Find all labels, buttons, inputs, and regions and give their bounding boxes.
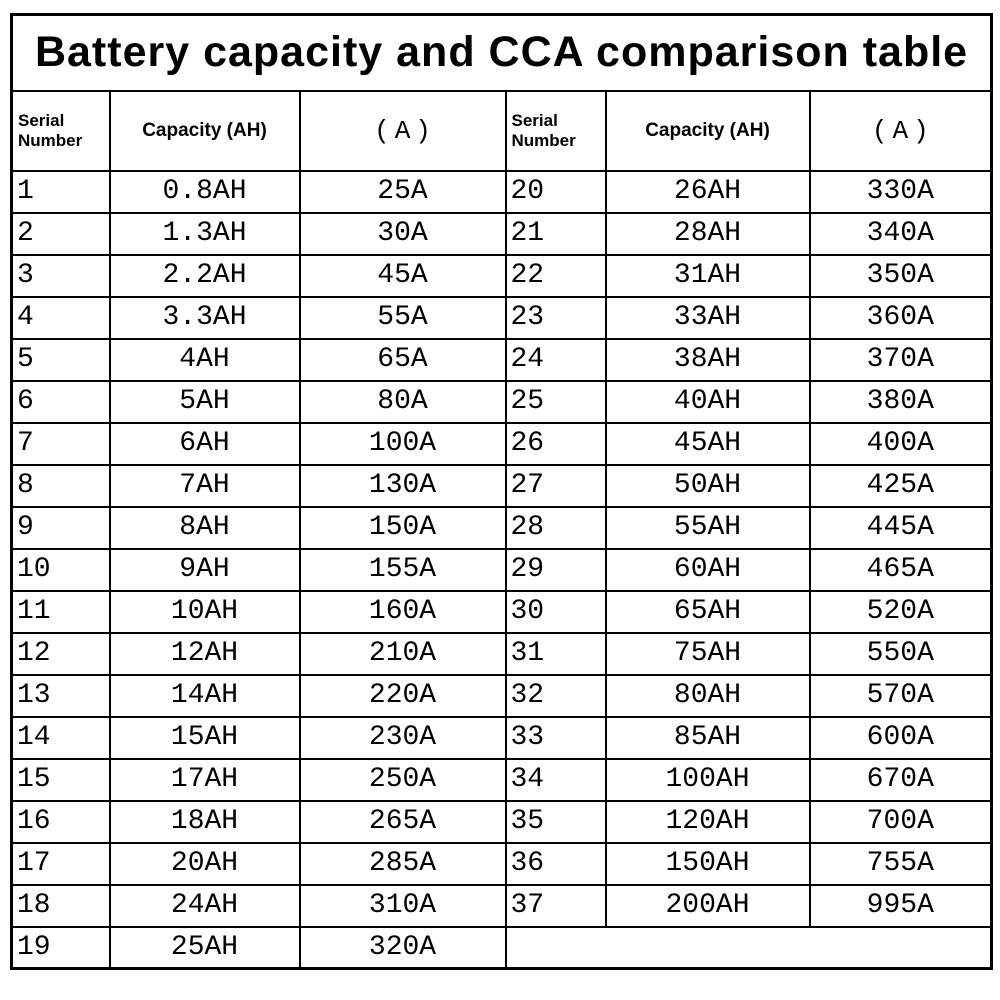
header-serial-number-left: Serial Number — [12, 91, 110, 171]
cca-cell: 80A — [300, 381, 506, 423]
serial-cell: 21 — [506, 213, 606, 255]
table-row — [12, 759, 992, 801]
cca-cell: 285A — [300, 843, 506, 885]
capacity-cell: 25AH — [110, 927, 300, 969]
serial-cell: 1 — [12, 171, 110, 213]
cca-cell: 250A — [300, 759, 506, 801]
serial-cell: 12 — [12, 633, 110, 675]
serial-cell: 34 — [506, 759, 606, 801]
serial-cell: 37 — [506, 885, 606, 927]
cca-cell: 45A — [300, 255, 506, 297]
cca-cell: 520A — [810, 591, 992, 633]
capacity-cell: 55AH — [606, 507, 810, 549]
serial-cell: 18 — [12, 885, 110, 927]
serial-cell: 20 — [506, 171, 606, 213]
capacity-cell: 75AH — [606, 633, 810, 675]
serial-cell: 4 — [12, 297, 110, 339]
capacity-cell: 120AH — [606, 801, 810, 843]
capacity-cell: 4AH — [110, 339, 300, 381]
capacity-cell: 28AH — [606, 213, 810, 255]
capacity-cell: 7AH — [110, 465, 300, 507]
capacity-cell: 33AH — [606, 297, 810, 339]
serial-cell: 9 — [12, 507, 110, 549]
cca-cell: 670A — [810, 759, 992, 801]
capacity-cell: 38AH — [606, 339, 810, 381]
cca-cell: 550A — [810, 633, 992, 675]
serial-cell: 17 — [12, 843, 110, 885]
capacity-cell: 80AH — [606, 675, 810, 717]
serial-cell: 16 — [12, 801, 110, 843]
table-row — [12, 507, 992, 549]
cca-cell: 400A — [810, 423, 992, 465]
table-row — [12, 843, 992, 885]
serial-cell: 6 — [12, 381, 110, 423]
capacity-cell: 20AH — [110, 843, 300, 885]
capacity-cell: 24AH — [110, 885, 300, 927]
serial-cell: 28 — [506, 507, 606, 549]
table-row — [12, 171, 992, 213]
capacity-cell: 2.2AH — [110, 255, 300, 297]
serial-cell: 19 — [12, 927, 110, 969]
cca-cell: 160A — [300, 591, 506, 633]
serial-cell: 25 — [506, 381, 606, 423]
cca-cell: 755A — [810, 843, 992, 885]
table-row — [12, 549, 992, 591]
serial-cell: 11 — [12, 591, 110, 633]
title-row — [12, 15, 992, 91]
cca-cell: 310A — [300, 885, 506, 927]
cca-cell: 380A — [810, 381, 992, 423]
serial-cell: 7 — [12, 423, 110, 465]
cca-cell: 100A — [300, 423, 506, 465]
serial-cell: 26 — [506, 423, 606, 465]
cca-cell: 700A — [810, 801, 992, 843]
capacity-cell: 65AH — [606, 591, 810, 633]
cca-cell: 210A — [300, 633, 506, 675]
serial-cell: 27 — [506, 465, 606, 507]
capacity-cell: 10AH — [110, 591, 300, 633]
header-cca-amps-left: (A) — [300, 91, 506, 171]
capacity-cell: 15AH — [110, 717, 300, 759]
battery-cca-table — [10, 13, 993, 970]
table-title: Battery capacity and CCA comparison table — [12, 15, 992, 91]
serial-cell: 23 — [506, 297, 606, 339]
serial-cell: 33 — [506, 717, 606, 759]
cca-cell: 600A — [810, 717, 992, 759]
header-row — [12, 91, 992, 171]
header-cca-amps-right: (A) — [810, 91, 992, 171]
capacity-cell: 100AH — [606, 759, 810, 801]
capacity-cell: 14AH — [110, 675, 300, 717]
cca-cell: 30A — [300, 213, 506, 255]
cca-cell: 150A — [300, 507, 506, 549]
serial-cell: 13 — [12, 675, 110, 717]
cca-cell: 350A — [810, 255, 992, 297]
table-row — [12, 465, 992, 507]
capacity-cell: 150AH — [606, 843, 810, 885]
cca-cell: 220A — [300, 675, 506, 717]
serial-cell: 31 — [506, 633, 606, 675]
cca-cell: 25A — [300, 171, 506, 213]
header-capacity-ah-left: Capacity (AH) — [110, 91, 300, 171]
capacity-cell: 26AH — [606, 171, 810, 213]
capacity-cell: 6AH — [110, 423, 300, 465]
cca-cell: 55A — [300, 297, 506, 339]
table-row — [12, 591, 992, 633]
cca-cell: 330A — [810, 171, 992, 213]
capacity-cell: 200AH — [606, 885, 810, 927]
table-row — [12, 633, 992, 675]
capacity-cell: 85AH — [606, 717, 810, 759]
serial-cell: 36 — [506, 843, 606, 885]
serial-cell: 30 — [506, 591, 606, 633]
capacity-cell: 3.3AH — [110, 297, 300, 339]
table-row — [12, 381, 992, 423]
header-serial-number-right: Serial Number — [506, 91, 606, 171]
cca-cell: 360A — [810, 297, 992, 339]
serial-cell: 22 — [506, 255, 606, 297]
cca-cell: 340A — [810, 213, 992, 255]
header-capacity-ah-right: Capacity (AH) — [606, 91, 810, 171]
cca-cell: 320A — [300, 927, 506, 969]
cca-cell: 995A — [810, 885, 992, 927]
serial-cell: 15 — [12, 759, 110, 801]
serial-cell: 3 — [12, 255, 110, 297]
cca-cell: 370A — [810, 339, 992, 381]
cca-cell: 155A — [300, 549, 506, 591]
serial-cell: 32 — [506, 675, 606, 717]
capacity-cell: 50AH — [606, 465, 810, 507]
cca-cell: 425A — [810, 465, 992, 507]
table-row — [12, 717, 992, 759]
capacity-cell: 60AH — [606, 549, 810, 591]
capacity-cell: 12AH — [110, 633, 300, 675]
cca-cell: 130A — [300, 465, 506, 507]
table-row — [12, 255, 992, 297]
cca-cell: 445A — [810, 507, 992, 549]
serial-cell: 10 — [12, 549, 110, 591]
serial-cell: 24 — [506, 339, 606, 381]
cca-cell: 265A — [300, 801, 506, 843]
capacity-cell: 0.8AH — [110, 171, 300, 213]
serial-cell: 14 — [12, 717, 110, 759]
capacity-cell: 8AH — [110, 507, 300, 549]
table-row — [12, 213, 992, 255]
cca-cell: 465A — [810, 549, 992, 591]
serial-cell: 29 — [506, 549, 606, 591]
capacity-cell: 18AH — [110, 801, 300, 843]
table-row — [12, 423, 992, 465]
capacity-cell: 9AH — [110, 549, 300, 591]
table-row — [12, 339, 992, 381]
cca-cell: 65A — [300, 339, 506, 381]
empty-cell — [506, 927, 992, 969]
serial-cell: 5 — [12, 339, 110, 381]
serial-cell: 35 — [506, 801, 606, 843]
table-row — [12, 297, 992, 339]
capacity-cell: 40AH — [606, 381, 810, 423]
table-row — [12, 927, 992, 969]
capacity-cell: 5AH — [110, 381, 300, 423]
capacity-cell: 1.3AH — [110, 213, 300, 255]
capacity-cell: 17AH — [110, 759, 300, 801]
serial-cell: 2 — [12, 213, 110, 255]
table-row — [12, 801, 992, 843]
serial-cell: 8 — [12, 465, 110, 507]
cca-cell: 570A — [810, 675, 992, 717]
table-row — [12, 885, 992, 927]
cca-cell: 230A — [300, 717, 506, 759]
capacity-cell: 31AH — [606, 255, 810, 297]
table-row — [12, 675, 992, 717]
capacity-cell: 45AH — [606, 423, 810, 465]
